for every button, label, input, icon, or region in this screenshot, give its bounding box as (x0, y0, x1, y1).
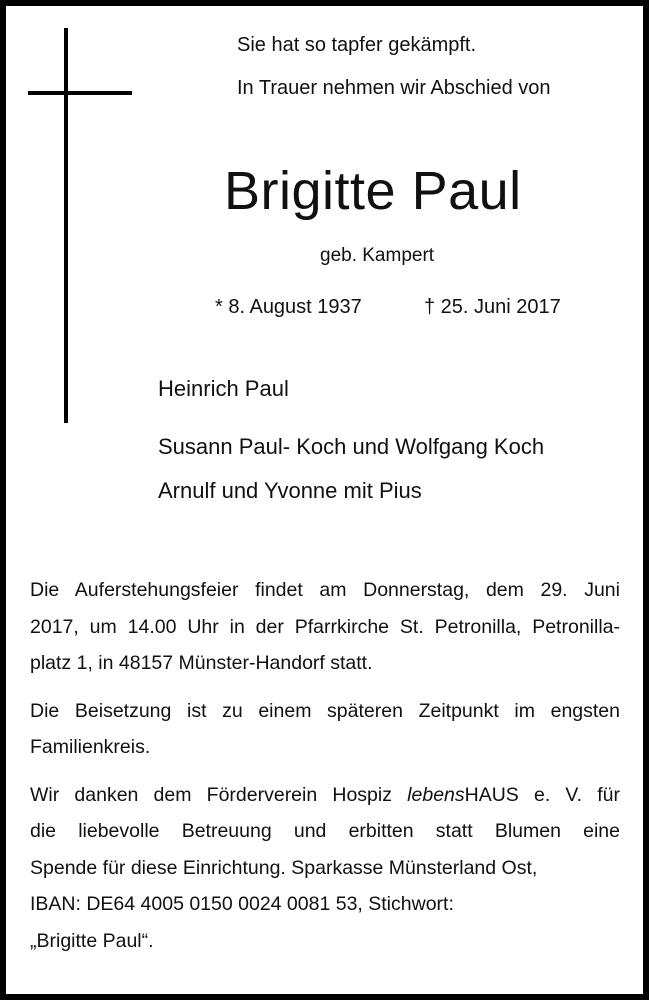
mourner-1: Heinrich Paul (158, 376, 289, 401)
text-line: platz 1, in 48157 Münster-Handorf statt. (30, 652, 373, 674)
cross-icon-bar (28, 91, 132, 95)
text-line: die liebevolle Betreuung und erbitten statt Blumen eine (30, 820, 620, 842)
burial-paragraph (30, 693, 620, 766)
text-line: Wir danken dem Förderverein Hospiz lebensHAUS e. V. für (30, 783, 620, 806)
hospice-name-italic: lebens (407, 783, 465, 806)
cross-icon (64, 28, 68, 423)
text-line: Die Beisetzung ist zu einem späteren Zeitpunkt im engsten (30, 699, 620, 722)
notice-body (30, 572, 620, 970)
death-date: † 25. Juni 2017 (424, 296, 561, 318)
mourner-2: Susann Paul- Koch und Wolfgang Koch (158, 434, 545, 459)
keyword-line: „Brigitte Paul“. (30, 929, 154, 952)
birth-date: * 8. August 1937 (215, 296, 362, 318)
intro-line-2: In Trauer nehmen wir Abschied von (237, 77, 551, 99)
funeral-paragraph (30, 572, 620, 682)
deceased-name: Brigitte Paul (224, 161, 522, 221)
intro-line-1: Sie hat so tapfer gekämpft. (237, 34, 477, 56)
maiden-name: geb. Kampert (320, 245, 435, 266)
text-line: Die Auferstehungsfeier findet am Donnerstag, dem 29. Juni (30, 579, 620, 601)
text-line: Spende für diese Einrichtung. Sparkasse Münsterland Ost, (30, 856, 538, 879)
text-line: 2017, um 14.00 Uhr in der Pfarrkirche St. Petronilla, Petronilla- (30, 615, 620, 638)
iban-line: IBAN: DE64 4005 0150 0024 0081 53, Stichwort: (30, 893, 454, 915)
mourner-3: Arnulf und Yvonne mit Pius (158, 478, 422, 503)
thanks-paragraph (30, 777, 620, 960)
text-line: Familienkreis. (30, 736, 151, 758)
